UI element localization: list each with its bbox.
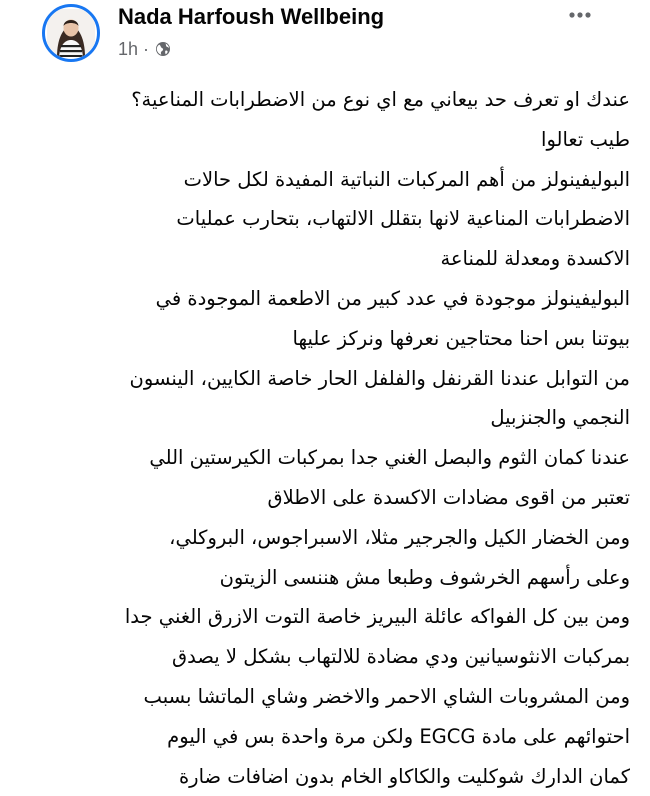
globe-icon[interactable] — [155, 41, 171, 57]
meta-separator: · — [143, 38, 150, 59]
post-text-line: عندك او تعرف حد بيعاني مع اي نوع من الاضطرابات المناعية؟ — [131, 88, 630, 111]
post-text-line: الاضطرابات المناعية لانها بتقلل الالتهاب، بتحارب عمليات — [176, 207, 630, 231]
post-text-line: وعلى رأسهم الخرشوف وطبعا مش هننسى الزيتون — [219, 565, 630, 589]
avatar[interactable] — [42, 4, 100, 62]
more-options-button[interactable] — [560, 2, 600, 28]
post-text-line: بمركبات الانثوسيانين ودي مضادة للالتهاب بشكل لا يصدق — [172, 645, 630, 669]
post-timestamp[interactable]: 1h — [118, 38, 139, 59]
post-text-line: البوليفينولز من أهم المركبات النباتية المفيدة لكل حالات — [183, 167, 630, 191]
post-text-line: تعتبر من اقوى مضادات الاكسدة على الاطلاق — [267, 485, 630, 509]
post-text-line: ومن بين كل الفواكه عائلة البيريز خاصة التوت الازرق الغني جدا — [124, 605, 630, 629]
post-text-line: النجمي والجنزبيل — [490, 406, 630, 430]
profile-photo — [47, 9, 95, 57]
post-text-line: ومن الخضار الكيل والجرجير مثلا، الاسبراجوس، البروكلي، — [169, 525, 630, 549]
post-text — [40, 80, 630, 796]
post-header — [0, 0, 650, 70]
more-options-icon — [568, 11, 592, 19]
post-text-line: كمان الدارك شوكليت والكاكاو الخام بدون اضافات ضارة — [178, 764, 630, 788]
post-text-line: احتوائهم على مادة EGCG ولكن مرة واحدة بس في اليوم — [167, 724, 630, 748]
post-text-line: بيوتنا بس احنا محتاجين نعرفها ونركز عليها — [292, 326, 630, 350]
post-meta — [118, 38, 171, 60]
post-text-line: طيب تعالوا — [541, 127, 630, 151]
post-text-line: من التوابل عندنا القرنفل والفلفل الحار خاصة الكايين، الينسون — [129, 366, 630, 390]
author-name[interactable]: Nada Harfoush Wellbeing — [118, 4, 385, 29]
post-text-line: عندنا كمان الثوم والبصل الغني جدا بمركبات الكيرستين اللي — [149, 446, 630, 470]
post-text-line: البوليفينولز موجودة في عدد كبير من الاطعمة الموجودة في — [155, 286, 630, 310]
post-text-line: الاكسدة ومعدلة للمناعة — [440, 247, 630, 271]
post-text-line: ومن المشروبات الشاي الاحمر والاخضر وشاي الماتشا بسبب — [143, 684, 630, 708]
